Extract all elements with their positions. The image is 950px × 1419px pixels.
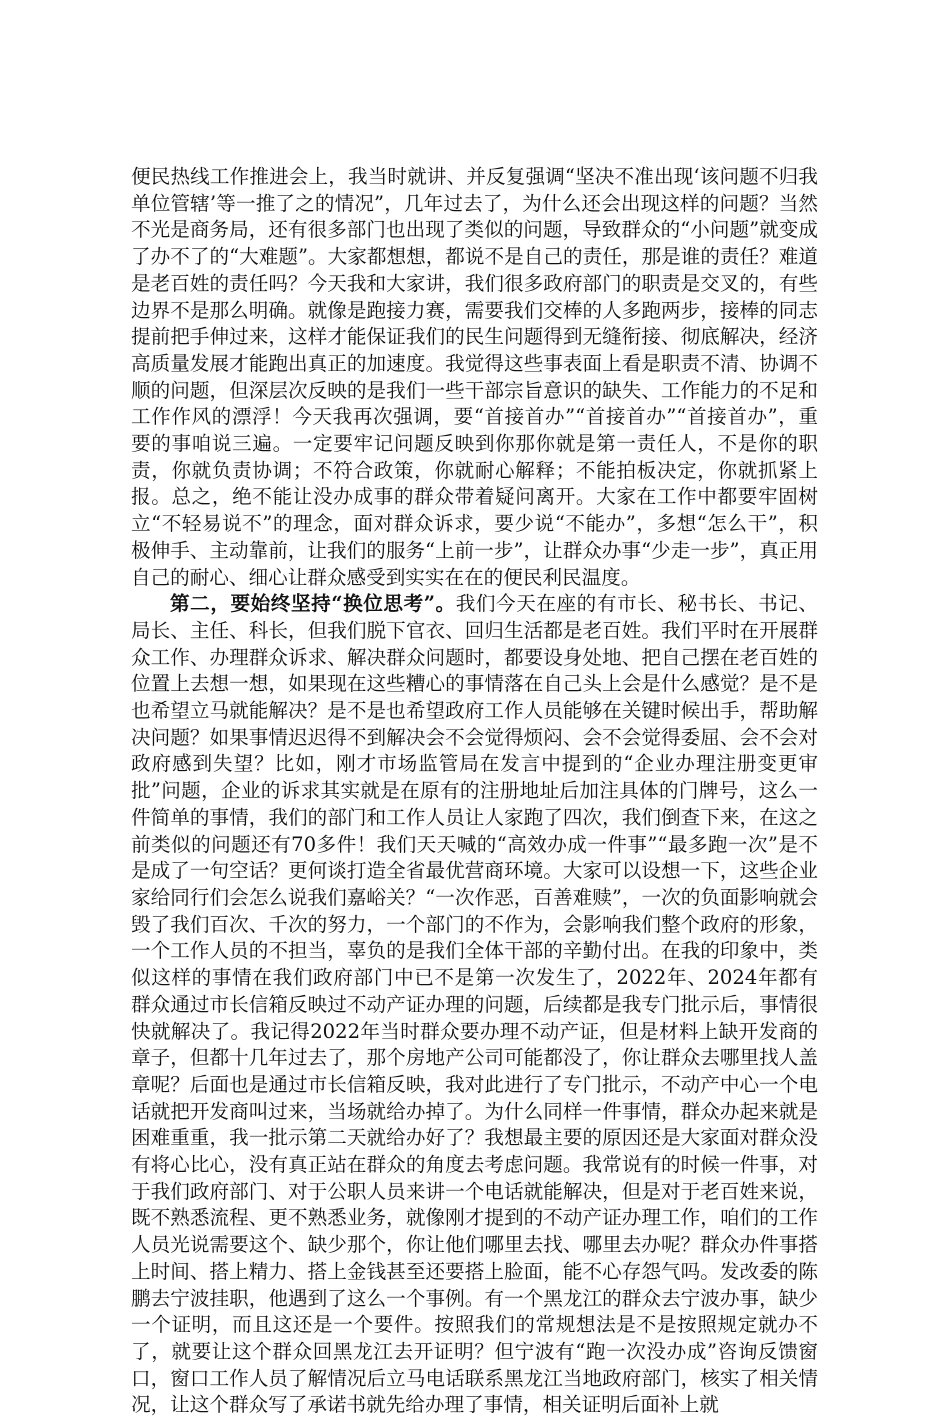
paragraph-1: 便民热线工作推进会上，我当时就讲、并反复强调“坚决不准出现‘该问题不归我单位管辖’等一推了之的情况”，几年过去了，为什么还会出现这样的问题？当然不光是商务局，还有很多部门也出现了类似的问题，导致群众的“小问题”就变成了办不了的“大难题”。大家都想想，都说不是自己的责任，那是谁的责任？难道是老百姓的责任吗？今天我和大家讲，我们很多政府部门的职责是交叉的，有些边界不是那么明确。就像是跑接力赛，需要我们交棒的人多跑两步，接棒的同志提前把手伸过来，这样才能保证我们的民生问题得到无缝衔接、彻底解决，经济高质量发展才能跑出真正的加速度。我觉得这些事表面上看是职责不清、协调不顺的问题，但深层次反映的是我们一些干部宗旨意识的缺失、工作能力的不足和工作作风的漂浮！今天我再次强调，要“首接首办”“首接首办”“首接首办”，重要的事咱说三遍。一定要牢记问题反映到你那你就是第一责任人，不是你的职责，你就负责协调；不符合政策，你就耐心解释；不能拍板决定，你就抓紧上报。总之，绝不能让没办成事的群众带着疑问离开。大家在工作中都要牢固树立“不轻易说不”的理念，面对群众诉求，要少说“不能办”，多想“怎么干”，积极伸手、主动靠前，让我们的服务“上前一步”，让群众办事“少走一步”，真正用自己的耐心、细心让群众感受到实实在在的便民利民温度。 [131,165,818,589]
paragraph-2-body: 我们今天在座的有市长、秘书长、书记、局长、主任、科长，但我们脱下官衣、回归生活都是老百姓。我们平时在开展群众工作、办理群众诉求、解决群众问题时，都要设身处地、把自己摆在老百姓的位置上去想一想，如果现在这些糟心的事情落在自己头上会是什么感觉？是不是也希望立马就能解决？是不是也希望政府工作人员能够在关键时候出手，帮助解决问题？如果事情迟迟得不到解决会不会觉得烦闷、会不会觉得委屈、会不会对政府感到失望？比如，刚才市场监管局在发言中提到的“企业办理注册变更审批”问题，企业的诉求其实就是在原有的注册地址后加注具体的门牌号，这么一件简单的事情，我们的部门和工作人员让人家跑了四次，我们倒查下来，在这之前类似的问题还有70多件！我们天天喊的“高效办成一件事”“最多跑一次”是不是成了一句空话？更何谈打造全省最优营商环境。大家可以设想一下，这些企业家给同行们会怎么说我们嘉峪关？“一次作恶，百善难赎”，一次的负面影响就会毁了我们百次、千次的努力，一个部门的不作为，会影响我们整个政府的形象，一个工作人员的不担当，辜负的是我们全体干部的辛勤付出。在我的印象中，类似这样的事情在我们政府部门中已不是第一次发生了，2022年、2024年都有群众通过市长信箱反映过不动产证办理的问题，后续都是我专门批示后，事情很快就解决了。我记得2022年当时群众要办理不动产证，但是材料上缺开发商的章子，但都十几年过去了，那个房地产公司可能都没了，你让群众去哪里找人盖章呢？后面也是通过市长信箱反映，我对此进行了专门批示，不动产中心一个电话就把开发商叫过来，当场就给办掉了。为什么同样一件事情，群众办起来就是困难重重，我一批示第二天就给办好了？我想最主要的原因还是大家面对群众没有将心比心，没有真正站在群众的角度去考虑问题。我常说有的时候一件事，对于我们政府部门、对于公职人员来讲一个电话就能解决，但是对于老百姓来说，既不熟悉流程、更不熟悉业务，就像刚才提到的不动产证办理工作，咱们的工作人员光说需要这个、缺少那个，你让他们哪里去找、哪里去办呢？群众办件事搭上时间、搭上精力、搭上金钱甚至还要搭上脸面，能不心存怨气吗。发改委的陈鹏去宁波挂职，他遇到了这么一个事例。有一个黑龙江的群众去宁波办事，缺少一个证明，而且这还是一个要件。按照我们的常规想法是不是按照规定就办不了，就要让这个群众回黑龙江去开证明？但宁波有“跑一次没办成”咨询反馈窗口，窗口工作人员了解情况后立马电话联系黑龙江当地政府部门，核实了相关情况，让这个群众写了承诺书就先给办理了事情，相关证明后面补上就 [131,592,818,1417]
document-body [131,164,818,1419]
paragraph-2-lead: 第二，要始终坚持“换位思考”。 [170,592,456,616]
paragraph-2 [131,591,818,1419]
